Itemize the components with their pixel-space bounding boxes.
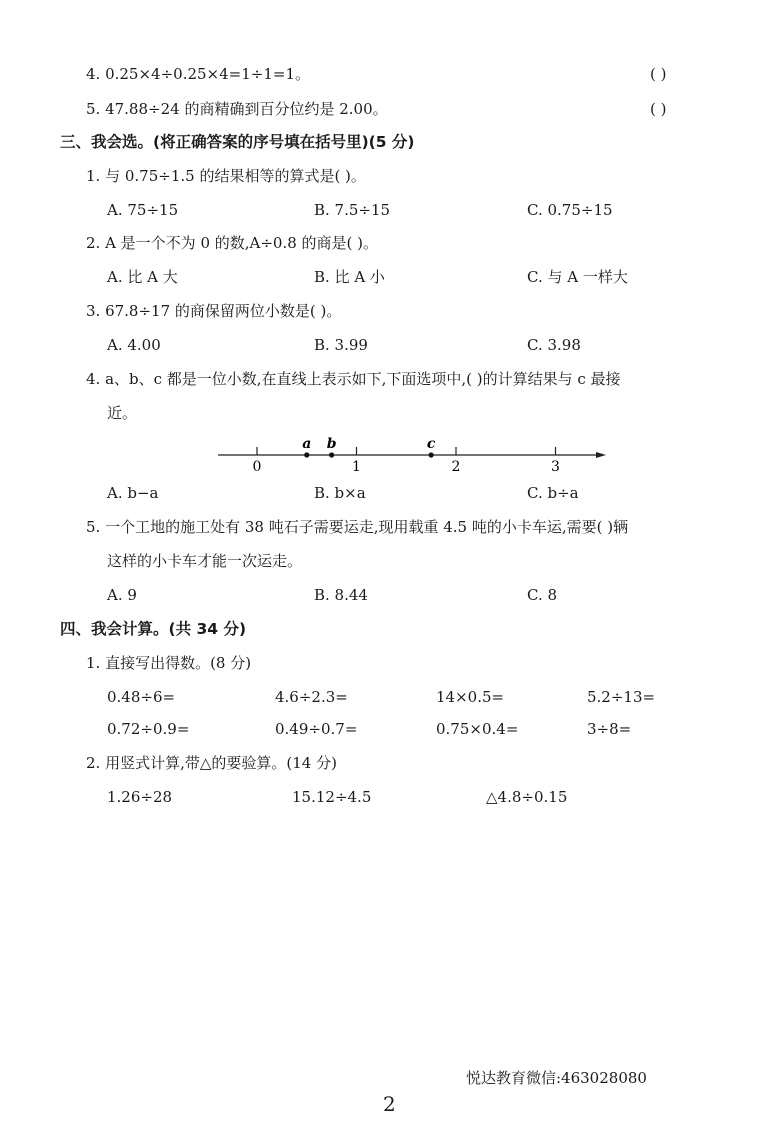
- option-c: C. 8: [527, 586, 558, 604]
- point-b: [329, 452, 334, 457]
- tick-label: 2: [451, 459, 461, 475]
- question-stem: 3. 67.8÷17 的商保留两位小数是( )。: [86, 302, 342, 320]
- point-label: b: [326, 436, 337, 452]
- tick-label: 0: [252, 459, 262, 475]
- vertical-calc-item: △4.8÷0.15: [486, 788, 568, 806]
- tick-label: 3: [551, 459, 560, 475]
- option-a: A. 9: [107, 586, 137, 604]
- point-a: [304, 452, 309, 457]
- option-c: C. 0.75÷15: [527, 201, 613, 219]
- question-stem: 5. 一个工地的施工处有 38 吨石子需要运走,现用载重 4.5 吨的小卡车运,需要( )辆: [86, 518, 629, 536]
- vertical-calc-item: 1.26÷28: [107, 788, 173, 806]
- question-stem-cont: 近。: [107, 404, 138, 422]
- question-stem: 4. a、b、c 都是一位小数,在直线上表示如下,下面选项中,( )的计算结果与 c 最接: [86, 370, 621, 388]
- calc-item: 0.48÷6=: [107, 688, 176, 706]
- point-c: [429, 452, 434, 457]
- calc-item: 14×0.5=: [436, 688, 505, 706]
- point-label: a: [302, 436, 312, 452]
- section-4-title: 四、我会计算。(共 34 分): [60, 620, 247, 638]
- wechat-contact: 悦达教育微信:463028080: [466, 1069, 647, 1087]
- answer-bracket[interactable]: ( ): [650, 65, 667, 83]
- number-line: [210, 432, 620, 477]
- option-c: C. 3.98: [527, 336, 581, 354]
- option-c: C. 与 A 一样大: [527, 268, 628, 286]
- calc-item: 0.75×0.4=: [436, 720, 519, 738]
- option-b: B. 8.44: [314, 586, 368, 604]
- subquestion-title: 2. 用竖式计算,带△的要验算。(14 分): [86, 754, 337, 772]
- calc-item: 0.72÷0.9=: [107, 720, 190, 738]
- question-stem-cont: 这样的小卡车才能一次运走。: [107, 552, 303, 570]
- option-b: B. 比 A 小: [314, 268, 385, 286]
- option-b: B. 3.99: [314, 336, 368, 354]
- option-a: A. 75÷15: [107, 201, 179, 219]
- calc-item: 3÷8=: [587, 720, 632, 738]
- judge-item-4: 4. 0.25×4÷0.25×4=1÷1=1。: [86, 65, 311, 83]
- section-3-title: 三、我会选。(将正确答案的序号填在括号里)(5 分): [60, 133, 415, 151]
- page-number: 2: [383, 1092, 396, 1116]
- option-a: A. 4.00: [107, 336, 161, 354]
- option-a: A. 比 A 大: [107, 268, 178, 286]
- option-a: A. b−a: [107, 484, 159, 502]
- judge-item-5: 5. 47.88÷24 的商精确到百分位约是 2.00。: [86, 100, 388, 118]
- vertical-calc-item: 15.12÷4.5: [292, 788, 372, 806]
- option-b: B. b×a: [314, 484, 366, 502]
- answer-bracket[interactable]: ( ): [650, 100, 667, 118]
- option-c: C. b÷a: [527, 484, 579, 502]
- arrow-head-icon: [596, 452, 606, 458]
- calc-item: 5.2÷13=: [587, 688, 656, 706]
- tick-label: 1: [352, 459, 361, 475]
- option-b: B. 7.5÷15: [314, 201, 391, 219]
- subquestion-title: 1. 直接写出得数。(8 分): [86, 654, 252, 672]
- question-stem: 1. 与 0.75÷1.5 的结果相等的算式是( )。: [86, 167, 366, 185]
- question-stem: 2. A 是一个不为 0 的数,A÷0.8 的商是( )。: [86, 234, 379, 252]
- calc-item: 0.49÷0.7=: [275, 720, 358, 738]
- calc-item: 4.6÷2.3=: [275, 688, 348, 706]
- point-label: c: [426, 436, 436, 452]
